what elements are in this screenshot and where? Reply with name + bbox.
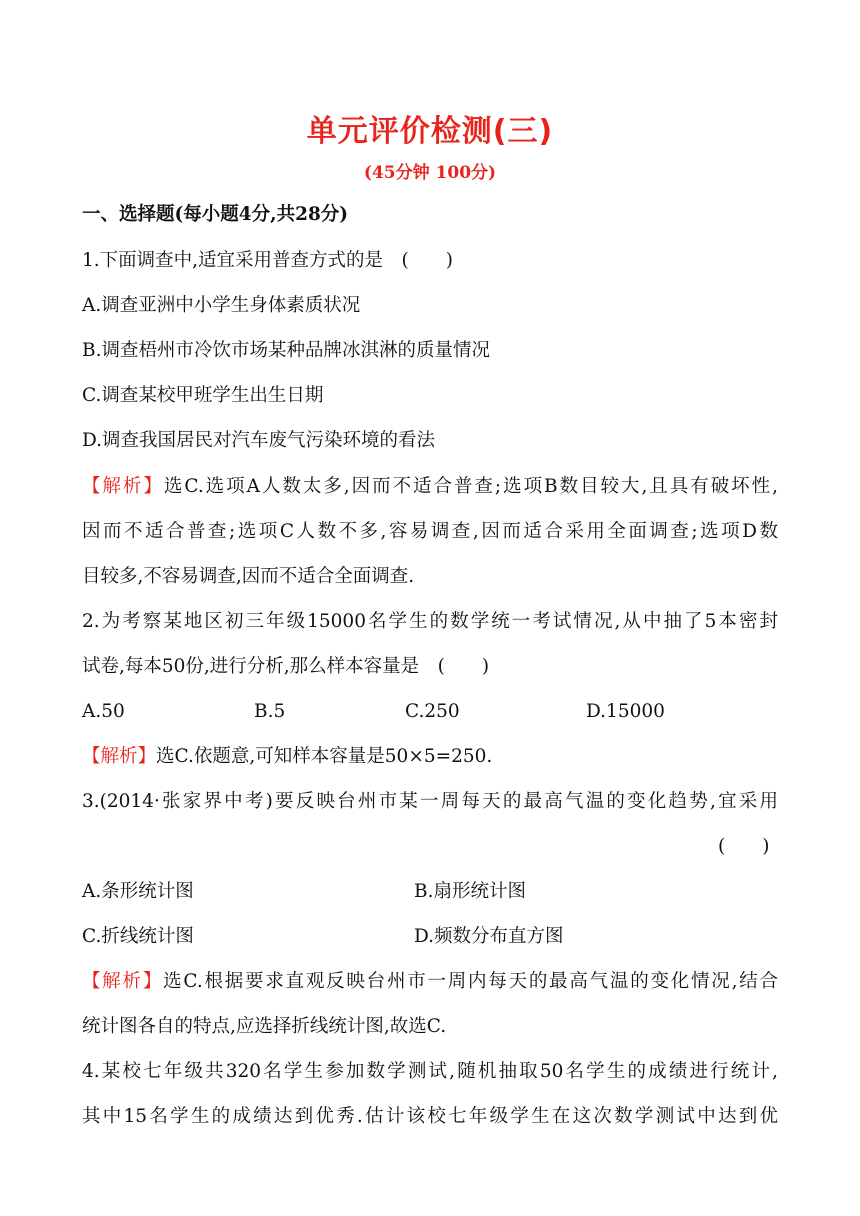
- question-3-option-a: A.条形统计图: [82, 881, 194, 902]
- question-1-analysis-line-3: 目较多,不容易调查,因而不适合全面调查.: [82, 566, 415, 587]
- question-1-option-a: A.调查亚洲中小学生身体素质状况: [82, 295, 361, 316]
- question-1-option-c: C.调查某校甲班学生出生日期: [82, 385, 324, 406]
- question-2-analysis: 【解析】选C.依题意,可知样本容量是50×5=250.: [82, 746, 493, 767]
- question-1-option-b: B.调查梧州市冷饮市场某种品牌冰淇淋的质量情况: [82, 340, 490, 361]
- question-3-option-b: B.扇形统计图: [414, 881, 526, 902]
- question-3-analysis-line-2: 统计图各自的特点,应选择折线统计图,故选C.: [82, 1016, 447, 1037]
- question-1-stem: 1.下面调查中,适宜采用普查方式的是 ( ): [82, 250, 453, 271]
- section-heading: 一、选择题(每小题4分,共28分): [82, 204, 349, 225]
- question-1-option-d: D.调查我国居民对汽车废气污染环境的看法: [82, 430, 436, 451]
- question-1-analysis-line-2: 因而不适合普查;选项C人数不多,容易调查,因而适合采用全面调查;选项D数: [82, 521, 778, 542]
- question-3-option-d: D.频数分布直方图: [414, 926, 564, 947]
- question-4-stem-line-1: 4.某校七年级共320名学生参加数学测试,随机抽取50名学生的成绩进行统计,: [82, 1061, 778, 1082]
- question-2-option-b: B.5: [254, 701, 286, 722]
- question-3-answer-paren: ( ): [718, 836, 770, 857]
- page-subtitle: (45分钟 100分): [363, 163, 497, 183]
- question-3-option-c: C.折线统计图: [82, 926, 194, 947]
- page-title: 单元评价检测(三): [306, 114, 554, 149]
- analysis-tag: 【解析】: [82, 971, 164, 992]
- question-2-stem-line-1: 2.为考察某地区初三年级15000名学生的数学统一考试情况,从中抽了5本密封: [82, 611, 778, 632]
- analysis-tag: 【解析】: [82, 476, 164, 497]
- question-3-analysis-line-1: 【解析】选C.根据要求直观反映台州市一周内每天的最高气温的变化情况,结合: [82, 971, 778, 992]
- question-4-stem-line-2: 其中15名学生的成绩达到优秀.估计该校七年级学生在这次数学测试中达到优: [82, 1106, 778, 1127]
- question-2-option-c: C.250: [405, 701, 460, 722]
- analysis-tag: 【解析】: [82, 746, 157, 767]
- question-3-stem: 3.(2014·张家界中考)要反映台州市某一周每天的最高气温的变化趋势,宜采用: [82, 791, 778, 812]
- question-1-analysis-line-1: 【解析】选C.选项A人数太多,因而不适合普查;选项B数目较大,且具有破坏性,: [82, 476, 778, 497]
- question-2-option-d: D.15000: [586, 701, 665, 722]
- question-2-option-a: A.50: [82, 701, 125, 722]
- question-2-stem-line-2: 试卷,每本50份,进行分析,那么样本容量是 ( ): [82, 656, 490, 677]
